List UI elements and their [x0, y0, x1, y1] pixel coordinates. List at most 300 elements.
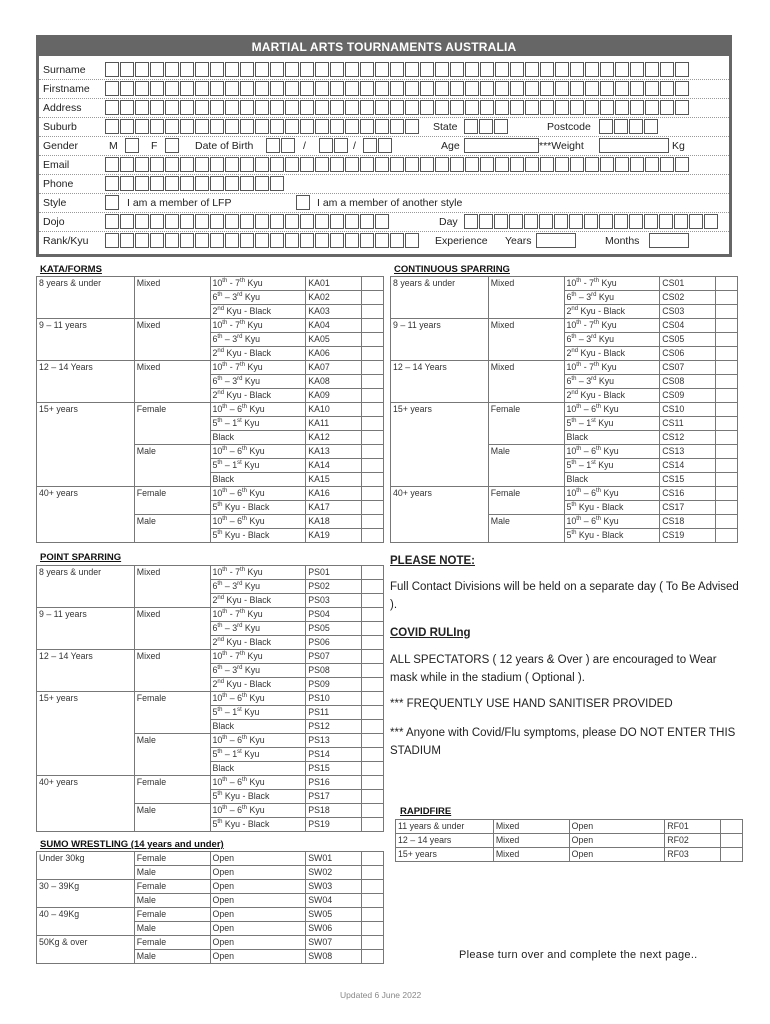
entry-box[interactable]	[120, 100, 134, 115]
entry-box[interactable]	[210, 62, 224, 77]
entry-box[interactable]	[555, 100, 569, 115]
entry-box[interactable]	[135, 233, 149, 248]
entry-box[interactable]	[180, 214, 194, 229]
entry-checkbox-cell[interactable]	[362, 580, 384, 594]
entry-box[interactable]	[704, 214, 718, 229]
entry-box[interactable]	[435, 100, 449, 115]
entry-box[interactable]	[645, 81, 659, 96]
entry-box[interactable]	[569, 214, 583, 229]
entry-box[interactable]	[195, 100, 209, 115]
entry-checkbox-cell[interactable]	[716, 431, 738, 445]
entry-checkbox-cell[interactable]	[721, 834, 743, 848]
entry-box[interactable]	[510, 157, 524, 172]
entry-box[interactable]	[225, 81, 239, 96]
entry-box[interactable]	[300, 119, 314, 134]
entry-box[interactable]	[135, 119, 149, 134]
entry-box[interactable]	[105, 157, 119, 172]
entry-checkbox-cell[interactable]	[362, 894, 384, 908]
entry-box[interactable]	[180, 233, 194, 248]
entry-box[interactable]	[240, 62, 254, 77]
entry-box[interactable]	[615, 81, 629, 96]
entry-box[interactable]	[615, 157, 629, 172]
entry-box[interactable]	[390, 119, 404, 134]
entry-box[interactable]	[465, 100, 479, 115]
entry-checkbox-cell[interactable]	[716, 417, 738, 431]
entry-box[interactable]	[525, 100, 539, 115]
entry-box[interactable]	[285, 214, 299, 229]
entry-box[interactable]	[125, 138, 139, 153]
entry-box[interactable]	[105, 233, 119, 248]
entry-box[interactable]	[240, 214, 254, 229]
entry-checkbox-cell[interactable]	[362, 347, 384, 361]
entry-box[interactable]	[629, 119, 643, 134]
entry-checkbox-cell[interactable]	[362, 305, 384, 319]
entry-box[interactable]	[540, 100, 554, 115]
entry-checkbox-cell[interactable]	[362, 622, 384, 636]
entry-box[interactable]	[150, 62, 164, 77]
entry-box[interactable]	[285, 119, 299, 134]
entry-checkbox-cell[interactable]	[362, 776, 384, 790]
entry-box[interactable]	[570, 81, 584, 96]
dob-month-field[interactable]	[319, 138, 349, 153]
entry-box[interactable]	[180, 119, 194, 134]
dojo-field[interactable]	[105, 214, 390, 229]
entry-box[interactable]	[195, 214, 209, 229]
entry-box[interactable]	[315, 81, 329, 96]
entry-box[interactable]	[315, 233, 329, 248]
entry-checkbox-cell[interactable]	[362, 720, 384, 734]
entry-box[interactable]	[180, 157, 194, 172]
entry-box[interactable]	[195, 176, 209, 191]
entry-box[interactable]	[495, 62, 509, 77]
entry-box[interactable]	[319, 138, 333, 153]
entry-box[interactable]	[465, 81, 479, 96]
entry-box[interactable]	[360, 214, 374, 229]
entry-box[interactable]	[255, 176, 269, 191]
entry-box[interactable]	[509, 214, 523, 229]
entry-box[interactable]	[570, 157, 584, 172]
entry-box[interactable]	[375, 100, 389, 115]
gender-m-checkbox[interactable]	[125, 138, 140, 153]
surname-field[interactable]	[105, 62, 690, 77]
entry-box[interactable]	[345, 100, 359, 115]
entry-box[interactable]	[180, 81, 194, 96]
entry-box[interactable]	[150, 100, 164, 115]
entry-box[interactable]	[405, 81, 419, 96]
entry-box[interactable]	[270, 100, 284, 115]
entry-checkbox-cell[interactable]	[362, 431, 384, 445]
entry-box[interactable]	[375, 81, 389, 96]
entry-box[interactable]	[510, 62, 524, 77]
entry-box[interactable]	[210, 233, 224, 248]
entry-box[interactable]	[105, 119, 119, 134]
entry-checkbox-cell[interactable]	[716, 445, 738, 459]
entry-box[interactable]	[195, 62, 209, 77]
entry-box[interactable]	[495, 157, 509, 172]
entry-box[interactable]	[360, 233, 374, 248]
entry-box[interactable]	[645, 100, 659, 115]
entry-box[interactable]	[300, 233, 314, 248]
entry-box[interactable]	[615, 62, 629, 77]
entry-checkbox-cell[interactable]	[362, 566, 384, 580]
entry-box[interactable]	[689, 214, 703, 229]
entry-box[interactable]	[540, 157, 554, 172]
entry-box[interactable]	[296, 195, 310, 210]
entry-checkbox-cell[interactable]	[362, 664, 384, 678]
entry-box[interactable]	[165, 81, 179, 96]
entry-box[interactable]	[334, 138, 348, 153]
entry-box[interactable]	[345, 214, 359, 229]
entry-box[interactable]	[524, 214, 538, 229]
entry-box[interactable]	[285, 100, 299, 115]
entry-box[interactable]	[300, 81, 314, 96]
entry-box[interactable]	[240, 119, 254, 134]
entry-box[interactable]	[510, 100, 524, 115]
entry-box[interactable]	[255, 100, 269, 115]
entry-box[interactable]	[330, 119, 344, 134]
entry-box[interactable]	[255, 119, 269, 134]
entry-box[interactable]	[480, 157, 494, 172]
entry-box[interactable]	[195, 157, 209, 172]
entry-box[interactable]	[465, 62, 479, 77]
entry-box[interactable]	[450, 62, 464, 77]
lfp-checkbox[interactable]	[105, 195, 120, 210]
entry-box[interactable]	[479, 214, 493, 229]
entry-checkbox-cell[interactable]	[362, 636, 384, 650]
entry-checkbox-cell[interactable]	[362, 650, 384, 664]
experience-months-field[interactable]	[649, 233, 689, 248]
entry-box[interactable]	[105, 176, 119, 191]
entry-box[interactable]	[120, 233, 134, 248]
entry-checkbox-cell[interactable]	[721, 820, 743, 834]
entry-checkbox-cell[interactable]	[362, 319, 384, 333]
entry-box[interactable]	[210, 214, 224, 229]
entry-box[interactable]	[165, 214, 179, 229]
entry-box[interactable]	[345, 233, 359, 248]
entry-box[interactable]	[363, 138, 377, 153]
entry-box[interactable]	[330, 214, 344, 229]
entry-checkbox-cell[interactable]	[362, 706, 384, 720]
entry-box[interactable]	[180, 62, 194, 77]
entry-box[interactable]	[150, 233, 164, 248]
entry-box[interactable]	[255, 233, 269, 248]
entry-box[interactable]	[420, 81, 434, 96]
state-field[interactable]	[464, 119, 509, 134]
entry-box[interactable]	[225, 176, 239, 191]
entry-box[interactable]	[584, 214, 598, 229]
entry-box[interactable]	[345, 157, 359, 172]
entry-box[interactable]	[570, 100, 584, 115]
entry-box[interactable]	[390, 233, 404, 248]
entry-box[interactable]	[479, 119, 493, 134]
entry-box[interactable]	[630, 157, 644, 172]
dob-year-field[interactable]	[363, 138, 393, 153]
entry-box[interactable]	[165, 138, 179, 153]
postcode-field[interactable]	[599, 119, 659, 134]
entry-checkbox-cell[interactable]	[716, 487, 738, 501]
entry-box[interactable]	[255, 81, 269, 96]
entry-box[interactable]	[285, 81, 299, 96]
entry-box[interactable]	[270, 119, 284, 134]
entry-box[interactable]	[480, 100, 494, 115]
entry-box[interactable]	[585, 81, 599, 96]
entry-checkbox-cell[interactable]	[362, 908, 384, 922]
entry-checkbox-cell[interactable]	[362, 487, 384, 501]
entry-box[interactable]	[420, 157, 434, 172]
entry-box[interactable]	[435, 81, 449, 96]
entry-box[interactable]	[270, 176, 284, 191]
entry-box[interactable]	[360, 100, 374, 115]
entry-box[interactable]	[600, 62, 614, 77]
entry-box[interactable]	[180, 100, 194, 115]
entry-box[interactable]	[585, 157, 599, 172]
entry-box[interactable]	[270, 233, 284, 248]
entry-box[interactable]	[390, 81, 404, 96]
entry-checkbox-cell[interactable]	[362, 361, 384, 375]
entry-box[interactable]	[375, 214, 389, 229]
entry-box[interactable]	[120, 157, 134, 172]
entry-checkbox-cell[interactable]	[362, 277, 384, 291]
entry-box[interactable]	[135, 157, 149, 172]
entry-box[interactable]	[645, 62, 659, 77]
entry-box[interactable]	[660, 62, 674, 77]
experience-years-field[interactable]	[536, 233, 576, 248]
entry-box[interactable]	[255, 214, 269, 229]
entry-checkbox-cell[interactable]	[716, 361, 738, 375]
entry-box[interactable]	[150, 214, 164, 229]
entry-box[interactable]	[330, 81, 344, 96]
entry-checkbox-cell[interactable]	[362, 692, 384, 706]
entry-box[interactable]	[555, 157, 569, 172]
entry-checkbox-cell[interactable]	[716, 305, 738, 319]
entry-box[interactable]	[150, 119, 164, 134]
entry-box[interactable]	[405, 100, 419, 115]
entry-box[interactable]	[150, 157, 164, 172]
entry-box[interactable]	[315, 157, 329, 172]
entry-box[interactable]	[240, 100, 254, 115]
entry-box[interactable]	[420, 100, 434, 115]
entry-box[interactable]	[645, 157, 659, 172]
entry-box[interactable]	[105, 100, 119, 115]
entry-box[interactable]	[375, 119, 389, 134]
entry-box[interactable]	[600, 81, 614, 96]
entry-box[interactable]	[105, 62, 119, 77]
entry-box[interactable]	[345, 81, 359, 96]
entry-box[interactable]	[464, 214, 478, 229]
entry-box[interactable]	[630, 62, 644, 77]
entry-checkbox-cell[interactable]	[716, 529, 738, 543]
entry-box[interactable]	[225, 100, 239, 115]
entry-box[interactable]	[390, 62, 404, 77]
entry-box[interactable]	[270, 157, 284, 172]
entry-box[interactable]	[240, 81, 254, 96]
entry-box[interactable]	[135, 100, 149, 115]
entry-box[interactable]	[315, 62, 329, 77]
entry-box[interactable]	[675, 81, 689, 96]
entry-box[interactable]	[390, 157, 404, 172]
entry-checkbox-cell[interactable]	[362, 417, 384, 431]
entry-box[interactable]	[120, 214, 134, 229]
entry-box[interactable]	[315, 214, 329, 229]
entry-box[interactable]	[300, 214, 314, 229]
entry-box[interactable]	[240, 233, 254, 248]
firstname-field[interactable]	[105, 81, 690, 96]
entry-box[interactable]	[360, 81, 374, 96]
entry-box[interactable]	[240, 176, 254, 191]
entry-box[interactable]	[450, 157, 464, 172]
entry-box[interactable]	[285, 233, 299, 248]
entry-box[interactable]	[540, 62, 554, 77]
entry-box[interactable]	[555, 81, 569, 96]
entry-box[interactable]	[255, 62, 269, 77]
entry-checkbox-cell[interactable]	[716, 473, 738, 487]
entry-box[interactable]	[330, 157, 344, 172]
entry-box[interactable]	[630, 81, 644, 96]
entry-box[interactable]	[525, 81, 539, 96]
entry-box[interactable]	[614, 119, 628, 134]
entry-box[interactable]	[555, 62, 569, 77]
entry-box[interactable]	[210, 119, 224, 134]
entry-box[interactable]	[435, 62, 449, 77]
entry-checkbox-cell[interactable]	[362, 445, 384, 459]
entry-box[interactable]	[644, 119, 658, 134]
entry-checkbox-cell[interactable]	[362, 291, 384, 305]
entry-box[interactable]	[105, 214, 119, 229]
entry-box[interactable]	[135, 62, 149, 77]
entry-box[interactable]	[585, 62, 599, 77]
entry-box[interactable]	[525, 157, 539, 172]
entry-checkbox-cell[interactable]	[716, 347, 738, 361]
entry-checkbox-cell[interactable]	[362, 473, 384, 487]
entry-box[interactable]	[195, 119, 209, 134]
entry-checkbox-cell[interactable]	[362, 950, 384, 964]
entry-box[interactable]	[240, 157, 254, 172]
entry-checkbox-cell[interactable]	[716, 501, 738, 515]
entry-checkbox-cell[interactable]	[362, 389, 384, 403]
entry-checkbox-cell[interactable]	[716, 389, 738, 403]
entry-checkbox-cell[interactable]	[716, 403, 738, 417]
entry-checkbox-cell[interactable]	[362, 333, 384, 347]
entry-checkbox-cell[interactable]	[362, 678, 384, 692]
entry-checkbox-cell[interactable]	[362, 762, 384, 776]
entry-box[interactable]	[525, 62, 539, 77]
entry-checkbox-cell[interactable]	[362, 748, 384, 762]
entry-checkbox-cell[interactable]	[362, 804, 384, 818]
entry-box[interactable]	[210, 176, 224, 191]
entry-checkbox-cell[interactable]	[716, 459, 738, 473]
entry-box[interactable]	[270, 214, 284, 229]
entry-box[interactable]	[540, 81, 554, 96]
entry-checkbox-cell[interactable]	[716, 333, 738, 347]
entry-box[interactable]	[120, 119, 134, 134]
entry-box[interactable]	[120, 176, 134, 191]
entry-box[interactable]	[378, 138, 392, 153]
entry-box[interactable]	[360, 157, 374, 172]
entry-checkbox-cell[interactable]	[362, 375, 384, 389]
entry-box[interactable]	[195, 81, 209, 96]
email-field[interactable]	[105, 157, 690, 172]
entry-box[interactable]	[675, 62, 689, 77]
entry-box[interactable]	[330, 100, 344, 115]
entry-box[interactable]	[570, 62, 584, 77]
entry-box[interactable]	[210, 100, 224, 115]
entry-box[interactable]	[615, 100, 629, 115]
entry-box[interactable]	[450, 81, 464, 96]
entry-checkbox-cell[interactable]	[362, 515, 384, 529]
entry-box[interactable]	[270, 81, 284, 96]
entry-box[interactable]	[285, 62, 299, 77]
entry-checkbox-cell[interactable]	[362, 529, 384, 543]
entry-checkbox-cell[interactable]	[362, 403, 384, 417]
entry-checkbox-cell[interactable]	[362, 459, 384, 473]
other-style-checkbox[interactable]	[296, 195, 311, 210]
entry-box[interactable]	[345, 119, 359, 134]
entry-box[interactable]	[225, 157, 239, 172]
entry-box[interactable]	[600, 157, 614, 172]
entry-checkbox-cell[interactable]	[362, 790, 384, 804]
entry-checkbox-cell[interactable]	[716, 291, 738, 305]
entry-box[interactable]	[165, 157, 179, 172]
entry-box[interactable]	[630, 100, 644, 115]
entry-box[interactable]	[165, 62, 179, 77]
entry-box[interactable]	[464, 119, 478, 134]
entry-box[interactable]	[465, 157, 479, 172]
entry-box[interactable]	[644, 214, 658, 229]
entry-box[interactable]	[494, 214, 508, 229]
weight-field[interactable]	[599, 138, 669, 153]
entry-box[interactable]	[675, 100, 689, 115]
entry-box[interactable]	[225, 62, 239, 77]
entry-box[interactable]	[285, 157, 299, 172]
entry-box[interactable]	[105, 195, 119, 210]
entry-box[interactable]	[660, 81, 674, 96]
entry-box[interactable]	[554, 214, 568, 229]
entry-checkbox-cell[interactable]	[362, 594, 384, 608]
entry-box[interactable]	[345, 62, 359, 77]
suburb-field[interactable]	[105, 119, 420, 134]
entry-box[interactable]	[315, 100, 329, 115]
entry-box[interactable]	[300, 62, 314, 77]
entry-checkbox-cell[interactable]	[362, 880, 384, 894]
entry-box[interactable]	[494, 119, 508, 134]
entry-box[interactable]	[120, 81, 134, 96]
entry-box[interactable]	[330, 233, 344, 248]
entry-checkbox-cell[interactable]	[362, 852, 384, 866]
entry-box[interactable]	[150, 176, 164, 191]
entry-box[interactable]	[659, 214, 673, 229]
entry-box[interactable]	[405, 62, 419, 77]
address-field[interactable]	[105, 100, 690, 115]
entry-box[interactable]	[480, 81, 494, 96]
entry-box[interactable]	[300, 157, 314, 172]
entry-box[interactable]	[210, 81, 224, 96]
entry-box[interactable]	[165, 233, 179, 248]
entry-box[interactable]	[135, 176, 149, 191]
entry-box[interactable]	[674, 214, 688, 229]
entry-box[interactable]	[480, 62, 494, 77]
entry-box[interactable]	[599, 214, 613, 229]
entry-box[interactable]	[225, 214, 239, 229]
entry-box[interactable]	[300, 100, 314, 115]
rank-field[interactable]	[105, 233, 420, 248]
entry-box[interactable]	[105, 81, 119, 96]
entry-box[interactable]	[405, 119, 419, 134]
entry-checkbox-cell[interactable]	[362, 922, 384, 936]
entry-box[interactable]	[405, 233, 419, 248]
entry-box[interactable]	[165, 176, 179, 191]
entry-box[interactable]	[600, 100, 614, 115]
entry-box[interactable]	[375, 62, 389, 77]
